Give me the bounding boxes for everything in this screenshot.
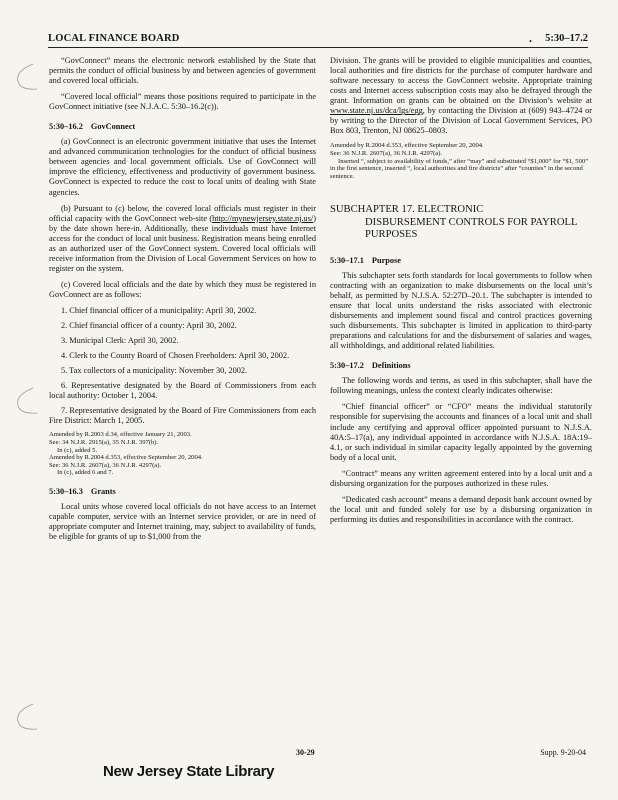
text-span: ) by the date shown here-in. Additionally, these individuals must have Internet access for the conduct of local unit business. Registration means being enrolled as an authorized user of the GovConnect system. Covered local officials will receive information from the Division of Local Government Services on how to register on the system. [49,213,316,273]
section-heading-17-1 [330,256,592,266]
text-span: , by contacting the Division at (609) 943–4724 or by writing to the Director of the Division of Local Government Services, PO Box 803, Trenton, NJ 08625–0803. [330,106,592,136]
paragraph-16-3-continued [330,56,592,136]
page-number: 30-29 [296,748,315,757]
amendment-note: Inserted “, subject to availability of funds,” after “may” and substituted “$1,000” for “$1, 500” in the first sentence, inserted “, local authorities and fire districts” after “counties” in the second sentence. [330,157,589,180]
left-column [49,56,316,548]
amendment-note: Amended by R.2003 d.34, effective January 21, 2003. [49,431,192,439]
amendment-note: Amended by R.2004 d.353, effective September 20, 2004. [330,142,484,150]
text-span: Division. The grants will be provided to eligible municipalities and counties, local authorities and fire districts for the purchase of computer hardware and software necessary to access the GovConnect website. Appropriate training costs and Internet access subscription costs may also be defrayed through the grant. Information on grants can be obtained on the Division’s website at [330,56,592,106]
section-title: Purpose [371,255,401,265]
paragraph-17-2-intro: The following words and terms, as used in this subchapter, shall have the following meanings, unless the context clearly indicates otherwise: [330,376,592,396]
list-item: 4. Clerk to the County Board of Chosen Freeholders: April 30, 2002. [61,351,290,361]
section-number: 5:30–16.3 [49,486,83,496]
definition-contract: “Contract” means any written agreement entered into by a local unit and a disbursing organization for the purposes authorized in these rules. [330,468,592,488]
official-list [49,306,316,426]
amendment-note: In (c), added 5. [57,446,98,454]
paragraph-16-2-c: (c) Covered local officials and the date by which they must be registered in GovConnect are as follows: [49,279,316,299]
definition-govconnect: “GovConnect” means the electronic network established by the State that permits the conduct of official business by and between agencies of government and covered local officials. [49,56,316,86]
subchapter-heading [330,204,592,242]
paragraph-16-2-a: (a) GovConnect is an electronic government initiative that uses the Internet and advanced communication technologies for the conduct of official business between agencies and local government officials. Use of GovConnect will improve the efficiency, effectiveness and productivity of government business. GovConnect is expected to reduce the cost to local units of dealing with State agencies. [49,137,316,197]
definition-cfo: “Chief financial officer” or “CFO” means the individual statutorily responsible for supervising the accounts and finances of a local unit and shall include any certifying and approval officer appointed pursuant to N.J.S.A. 40A:5–17(a), any individual appointed in accordance with N.J.S.A. 18A:19–4.1, or such individual in similar capacity legally appointed by the governing body of a local unit. [330,402,592,462]
header-section-number: 5:30–17.2 [545,33,588,44]
binder-hole-mark [3,386,43,416]
section-number: 5:30–17.2 [330,361,364,371]
paragraph-16-2-b [49,204,316,274]
supplement-date: Supp. 9-20-04 [540,748,586,757]
header-rule [48,47,588,48]
list-item: 5. Tax collectors of a municipality: November 30, 2002. [61,366,248,376]
list-item: 2. Chief financial officer of a county: April 30, 2002. [61,321,237,331]
list-item: 1. Chief financial officer of a municipality: April 30, 2002. [61,305,257,315]
right-column [330,56,592,531]
govconnect-url-link[interactable]: http://mynewjersey.state.nj.us/ [212,213,314,223]
subchapter-title-line-2: DISBURSEMENT CONTROLS FOR PAYROLL PURPOSES [365,216,578,241]
amendment-note: See: 36 N.J.R. 2607(a), 36 N.J.R. 4297(a). [330,149,443,157]
amendment-note: In (c), added 6 and 7. [57,469,114,477]
list-item: 7. Representative designated by the Board of Fire Commissioners from each Fire District: March 1, 2005. [49,406,316,426]
section-number: 5:30–17.1 [330,255,364,265]
definition-covered-local-official: “Covered local official” means those positions required to participate in the GovConnect initiative (see N.J.A.C. 5:30–16.2(c)). [49,92,316,112]
list-item: 6. Representative designated by the Board of Commissioners from each local authority: October 1, 2004. [49,381,316,401]
amendment-note: See: 36 N.J.R. 2607(a), 36 N.J.R. 4297(a). [49,461,162,469]
header-title: LOCAL FINANCE BOARD [48,33,180,44]
amendment-note: See: 34 N.J.R. 2915(a), 35 N.J.R. 397(b). [49,439,159,446]
definition-dedicated-cash-account: “Dedicated cash account” means a demand deposit bank account owned by the local unit and funded solely for use by a disbursing organization in performing its duties and responsibilities in accordance with the contract. [330,494,592,524]
paragraph-16-3: Local units whose covered local officials do not have access to an Internet capable computer, service with an Internet service provider, or are in need of appropriate computer and Internet training, may, subject to availability of funds, be eligible for grants of up to $1,000 from the [49,502,316,542]
division-website-link[interactable]: www.state.nj.us/dca/lgs/egg [330,106,423,116]
section-title: GovConnect [90,122,136,132]
subchapter-title-line-1: SUBCHAPTER 17. ELECTRONIC [330,204,484,216]
binder-hole-mark [3,62,43,92]
section-heading-16-2 [49,122,316,132]
header-dot: . [529,31,532,45]
library-stamp: New Jersey State Library [103,763,275,780]
amendment-notes [49,431,316,477]
section-title: Definitions [371,361,411,371]
text-span: (b) Pursuant to (c) below, the covered local officials must register in their official capacity with the GovConnect web-site ( [49,203,316,223]
section-number: 5:30–16.2 [49,122,83,132]
paragraph-17-1: This subchapter sets forth standards for local governments to follow when contracting with an organization to make disbursements on the local unit’s behalf, as permitted by N.J.S.A. 52:27D–20.1. The subchapter is intended to ensure that local units understand the risks associated with electronic disbursements and implement sound fiscal and control practices governing such disbursements. This subchapter is limited in application to third-party preparations and calculations for and the disbursement of salaries and wages, all withholdings, and additional related liabilities. [330,270,592,351]
running-header [48,33,588,48]
list-item: 3. Municipal Clerk: April 30, 2002. [61,336,179,346]
section-heading-17-2 [330,361,592,371]
section-title: Grants [90,486,116,496]
amendment-notes [330,142,592,180]
section-heading-16-3 [49,487,316,497]
amendment-note: Amended by R.2004 d.353, effective September 20, 2004. [49,454,203,462]
binder-hole-mark [3,702,43,732]
